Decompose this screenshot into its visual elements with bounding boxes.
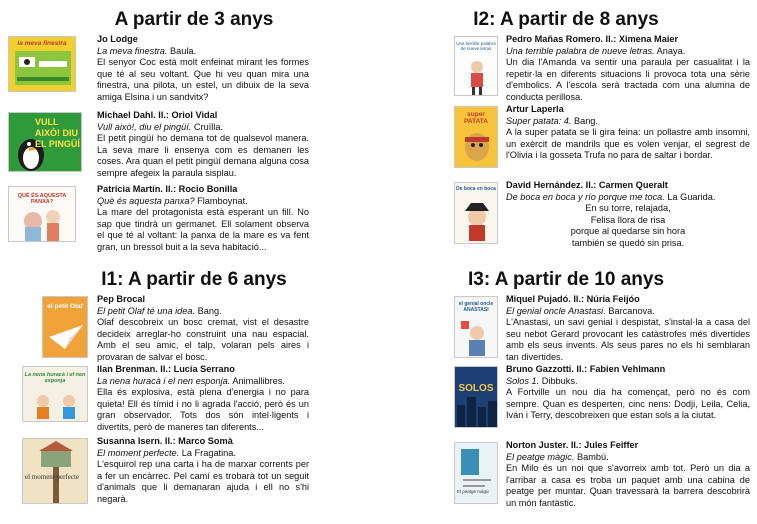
book-publisher: Bang. [197,305,222,316]
book-entry [380,180,752,264]
book-author: Pep Brocal [97,294,145,304]
book-entry [380,34,752,104]
book-author: Norton Juster. Il.: Jules Feiffer [506,440,639,450]
city-night-illustration-icon [455,367,498,428]
book-author: Artur Laperla [506,104,564,114]
cover-title: De boca en boca [456,186,496,192]
book-cover-image [454,366,498,428]
book-entry [380,104,752,180]
pirate-illustration-icon [455,183,498,244]
book-entry [380,294,752,364]
book-description: A Fortville un nou dia ha començat, però no és com sempre. Quan es desperten, cinc nens: Dodji, Leila, Celia, Iván i Terry, descobreixen que estan sols a la ciutat. [506,387,750,421]
book-publisher: Bang. [573,115,598,126]
book-description: L'Anastasi, un savi genial i despistat, s'instal·la a casa del seu nebot Gerard provocant les catàstrofes més divertides amb els seus invents. Als seus pares no els hi semblaran tan divertides. [506,317,750,362]
cover-title: el petit Olaf [47,303,83,310]
book-author: Patricia Martín. Il.: Rocio Bonilla [97,184,238,194]
book-title: El moment perfecte. [97,447,180,458]
book-entry [380,364,752,440]
book-cover-image [8,112,82,172]
section-age-8 [380,6,752,264]
book-entry [8,34,380,110]
book-entry [8,110,380,184]
book-publisher: Cruïlla. [193,121,223,132]
book-cover-image [454,182,498,244]
book-publisher: La Fragatina. [181,447,236,458]
section-title: I1: A partir de 6 anys [101,269,287,290]
section-title: I2: A partir de 8 anys [473,9,659,30]
book-author: David Hernández. Il.: Carmen Queralt [506,180,668,190]
book-description: El senyor Coc està molt enfeinat mirant les formes que té al seu voltant. Que hi veu quan mira una finestra, una pilota, un estel, un dibuix de la seva amiga Elsina i un sandvitx? [97,57,309,102]
book-description: L'esquirol rep una carta i ha de marxar corrents per a fer un encàrrec. Pel camí es trobarà tot un seguit d'animals que li demanaran ajuda i ell no s'hi negarà. [97,459,309,504]
book-description: En Milo és un noi que s'avorreix amb tot. Però un dia a l'arribar a casa es troba un paquet amb una cabina de peatge per muntar. Quan travessarà la barrera descobrirà un món fantàstic. [506,463,750,508]
book-cover-image [454,106,498,168]
book-title: El genial oncle Anastasi. [506,305,606,316]
book-publisher: La Guarida. [667,191,716,202]
section-age-3 [8,6,380,262]
book-author: Miquel Pujadó. Il.: Núria Feijóo [506,294,640,304]
book-title: Què és aquesta panxa? [97,195,195,206]
book-title: Vull això!, diu el pingüí. [97,121,192,132]
book-title: La nena huracà i el nen esponja. [97,375,231,386]
book-publisher: Animallibres. [232,375,285,386]
book-title: De boca en boca y río porque me toca. [506,191,665,202]
book-title: La meva finestra. [97,45,168,56]
book-publisher: Flamboynat. [197,195,248,206]
book-cover-image [454,442,498,504]
book-publisher: Anaya. [656,45,686,56]
book-description: Ella és explosiva, està plena d'energia i no para quieta! Ell és tímid i no li agrada l'acció, però és un gran observador. Tots dos són intel·ligents i divertits, però de maneres tan diferents... [97,387,309,432]
section-title: A partir de 3 anys [114,9,274,30]
cover-title: el genial oncle ANASTASI [458,301,494,313]
book-author: Ilan Brenman. Il.: Lucía Serrano [97,364,235,374]
book-cover-image [22,366,88,422]
book-title: Una terrible palabra de nueve letras. [506,45,655,56]
cover-title: la meva finestra [17,40,67,47]
book-cover-image [22,438,88,504]
cover-title: Una terrible palabra de nueve letras [456,41,496,51]
book-cover-image [42,296,88,358]
book-entry [8,364,380,436]
cover-title: VULL AIXÒ! DIU EL PINGÜÍ [35,117,80,149]
cover-title: SOLOS [458,383,494,394]
book-cover-image [8,186,76,242]
book-description: El petit pingüí ho demana tot de qualsevol manera. La seva mare li ensenya com es demanen les coses. Ara quan el petit pingüí demana alguna cosa sempre afegeix la paraula sisplau. [97,133,309,178]
book-cover-image [8,36,76,92]
poem-line: también se quedó sin prisa. [571,237,685,248]
book-title: Super patata: 4. [506,115,572,126]
book-author: Jo Lodge [97,34,138,44]
cover-title: super PATATA [464,111,488,125]
cover-title: QUÈ ÉS AQUESTA PANXA? [17,193,67,205]
book-description: Olaf descobreix un bosc cremat, vist el desastre decideix arreglar-ho construint una nau espacial. Amb el seu amic, el talp, volaran pels aires i provaran de salvar el bosc. [97,317,309,362]
poem-line: En su torre, relajada, [585,203,671,214]
tollbooth-illustration-icon [455,443,498,504]
book-description: Un dia l'Amanda va sentir una paraula per casualitat i la repetir·la en diferents situacions li provoca tota una sèrie d'embolics. A l'escola serà tractada com una alumna de conducta perillosa. [506,57,750,102]
cover-title: el moment perfecte [25,473,80,481]
treehouse-illustration-icon [23,439,88,504]
book-entry [380,440,752,520]
book-author: Bruno Gazzotti. Il.: Fabien Vehlmann [506,364,666,374]
book-cover-image [454,296,498,358]
poem-line: porque al quedarse sin hora [570,226,686,237]
book-description: A la super patata se li gira feina: un pollastre amb insomni, un exèrcit de mandrils que es volen venjar, el segrest de l'Olivia i la gosseta Trufa no para de saltar i bordar. [506,127,750,161]
book-title: El petit Olaf té una idea. [97,305,196,316]
section-title: I3: A partir de 10 anys [467,269,665,290]
book-description: La mare del protagonista està esperant un fill. No sap que tindrà un germanet. Ell solament observa el que té al voltant: la panxa de la mare es va fent gran, un bressol buit a la seva habitació... [97,207,309,252]
section-age-10 [380,266,752,520]
book-entry [8,436,380,516]
book-publisher: Barcanova. [608,305,655,316]
book-publisher: Bambú. [577,451,609,462]
book-entry [8,294,380,364]
book-title: El peatge màgic. [506,451,575,462]
book-author: Michael Dahl. Il.: Oriol Vidal [97,110,218,120]
book-entry [8,184,380,262]
cover-title: El peatge màgic [457,489,490,494]
book-publisher: Baula. [170,45,197,56]
book-author: Pedro Mañas Romero. Il.: Ximena Maier [506,34,679,44]
book-title: Solos 1. [506,375,540,386]
book-cover-image [454,36,498,96]
book-publisher: Dibbuks. [541,375,578,386]
cover-title: La nena huracà i el nen esponja [24,372,86,384]
section-age-6 [8,266,380,516]
book-author: Susanna Isern. Il.: Marco Somà [97,436,233,446]
poem-line: Felisa llora de risa [590,214,666,225]
